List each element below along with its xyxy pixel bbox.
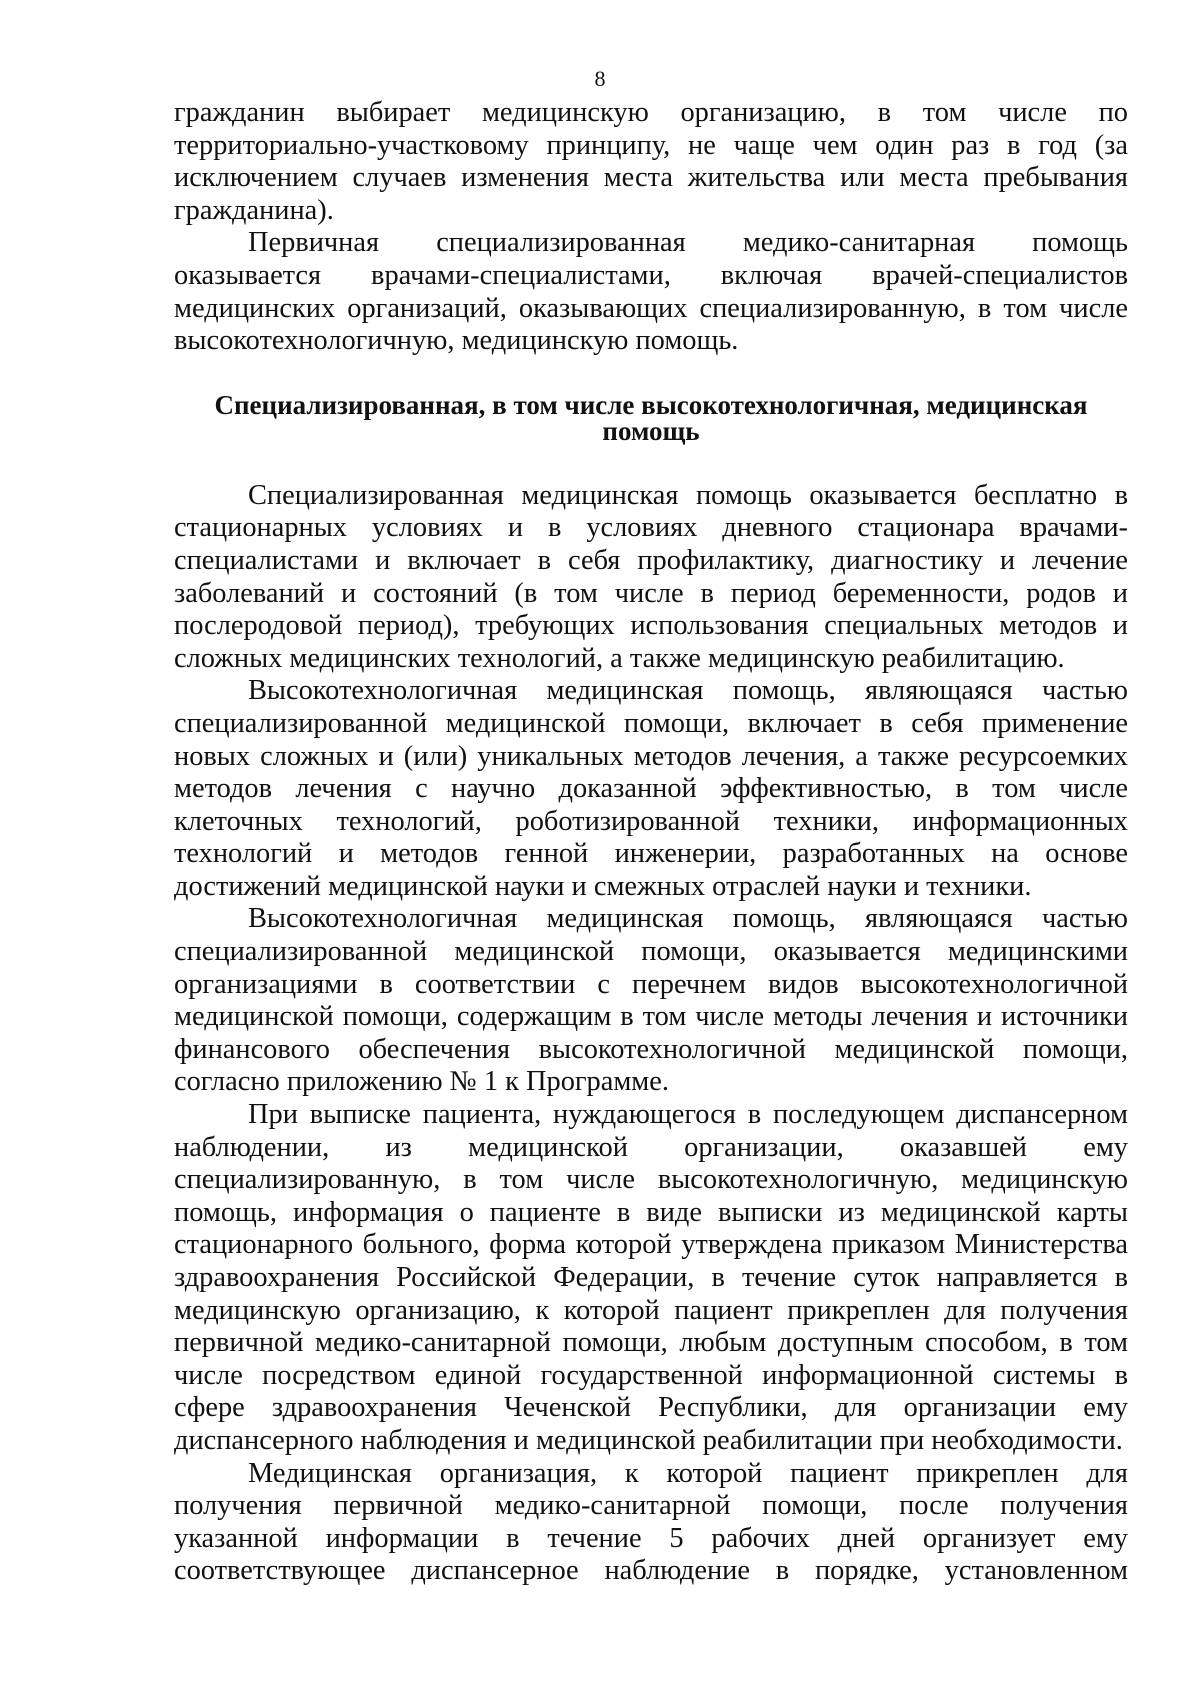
section-heading: Специализированная, в том числе высокотехнологичная, медицинская помощь xyxy=(214,389,1088,446)
paragraph: Медицинская организация, к которой пациент прикреплен для получения первичной медико-санитарной помощи, после получения указанной информации в течение 5 рабочих дней организует ему соответствующее диспансерное наблюдение в порядке, установленном xyxy=(174,1457,1128,1587)
paragraph: Специализированная медицинская помощь оказывается бесплатно в стационарных условиях и в условиях дневного стационара врачами-специалистами и включает в себя профилактику, диагностику и лечение заболеваний и состояний (в том числе в период беременности, родов и послеродовой период), требующих использования специальных методов и сложных медицинских технологий, а также медицинскую реабилитацию. xyxy=(174,479,1128,674)
paragraph: При выписке пациента, нуждающегося в последующем диспансерном наблюдении, из медицинской организации, оказавшей ему специализированную, в том числе высокотехнологичную, медицинскую помощь, информация о пациенте в виде выписки из медицинской карты стационарного больного, форма которой утверждена приказом Министерства здравоохранения Российской Федерации, в течение суток направляется в медицинскую организацию, к которой пациент прикреплен для получения первичной медико-санитарной помощи, любым доступным способом, в том числе посредством единой государственной информационной системы в сфере здравоохранения Чеченской Республики, для организации ему диспансерного наблюдения и медицинской реабилитации при необходимости. xyxy=(174,1099,1128,1456)
page-number: 8 xyxy=(594,66,606,91)
document-body xyxy=(174,97,1128,1588)
paragraph: гражданин выбирает медицинскую организацию, в том числе по территориально-участковому принципу, не чаще чем один раз в год (за исключением случаев изменения места жительства или места пребывания гражданина). xyxy=(174,97,1128,226)
paragraph: Первичная специализированная медико-санитарная помощь оказывается врачами-специалистами, включая врачей-специалистов медицинских организаций, оказывающих специализированную, в том числе высокотехнологичную, медицинскую помощь. xyxy=(174,227,1128,357)
paragraph: Высокотехнологичная медицинская помощь, являющаяся частью специализированной медицинской помощи, оказывается медицинскими организациями в соответствии с перечнем видов высокотехнологичной медицинской помощи, содержащим в том числе методы лечения и источники финансового обеспечения высокотехнологичной медицинской помощи, согласно приложению № 1 к Программе. xyxy=(174,903,1128,1098)
paragraph: Высокотехнологичная медицинская помощь, являющаяся частью специализированной медицинской помощи, включает в себя применение новых сложных и (или) уникальных методов лечения, а также ресурсоемких методов лечения с научно доказанной эффективностью, в том числе клеточных технологий, роботизированной техники, информационных технологий и методов генной инженерии, разработанных на основе достижений медицинской науки и смежных отраслей науки и техники. xyxy=(174,675,1128,902)
